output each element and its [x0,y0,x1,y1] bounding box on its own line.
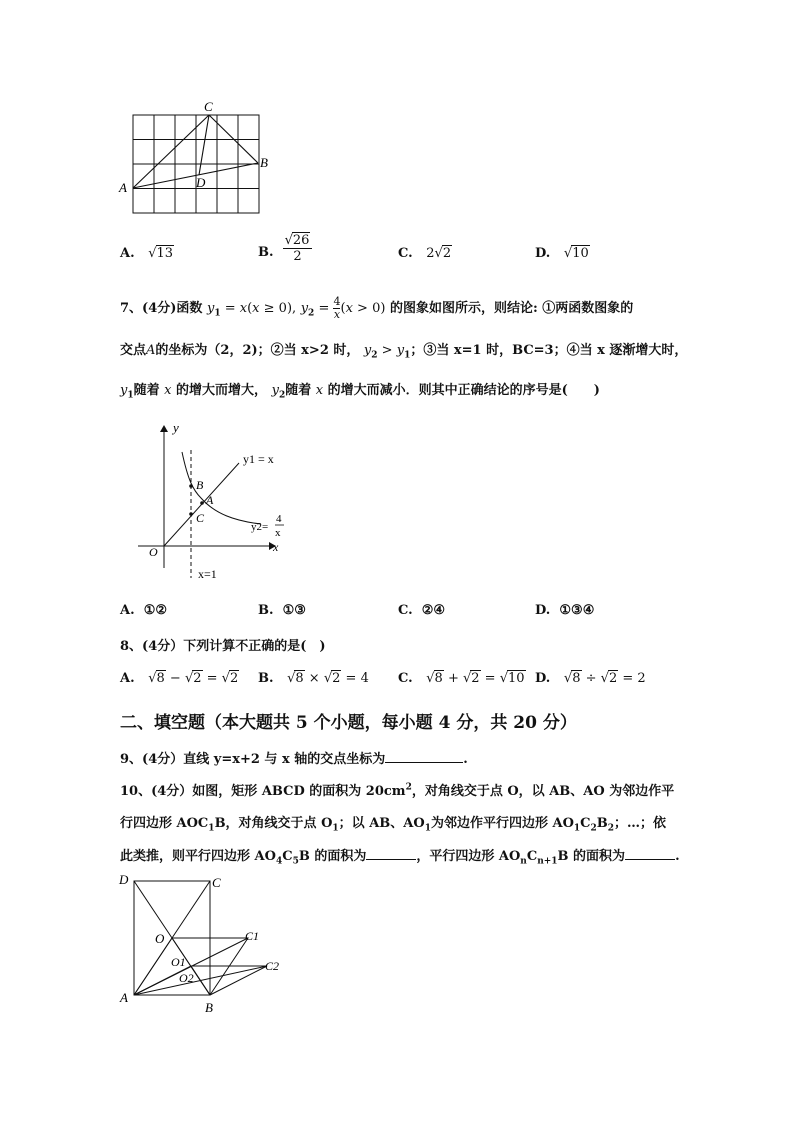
q8-option-d[interactable]: D. √8 ÷ √2 = 2 [535,671,646,686]
q9-question: 9、(4分）直线 y=x+2 与 x 轴的交点坐标为 . [120,752,468,767]
q8-option-a[interactable]: A. √8 − √2 = √2 [120,671,239,686]
label-x1: x=1 [198,567,217,581]
label-b: B [260,155,268,170]
label-o1: O1 [171,955,186,969]
q6-option-c[interactable]: C. 2√2 [398,246,452,261]
q7-line-3: $y_1$随着 x 的增大而增大， $y_2$随着 x 的增大而减小．则其中正确结论的序号是( ) [120,383,600,401]
q10-line-1: 10、(4分）如图，矩形 ABCD 的面积为 $20cm^2$，对角线交于点 O，以 AB、AO 为邻边作平 [120,782,675,799]
q7-function-graph [135,418,305,588]
label-c1: C1 [245,929,260,943]
q7-option-c[interactable]: C. ②④ [398,603,446,618]
label-b: B [196,478,204,492]
point-b [189,484,193,488]
q7-option-a[interactable]: A. ①② [120,603,167,618]
q8-option-c[interactable]: C. √8 + √2 = √10 [398,671,525,686]
q10-parallelogram-figure [115,870,290,1020]
label-d: D [119,872,129,887]
label-c: C [204,99,213,114]
label-c2: C2 [265,959,280,973]
q7-option-d[interactable]: D. ①③④ [535,603,595,618]
q9-blank[interactable] [385,762,463,763]
q6-option-b[interactable]: B. $\frac{√26}{2}$ [258,232,312,264]
label-c: C [212,875,221,890]
label-o: O [149,545,158,559]
q6-option-a[interactable]: A. √13 [120,246,174,261]
q10-line-2: 行四边形 $AOC_1B$，对角线交于点 $O_1$；以 AB、$AO_1$为邻边作平行四边形 $AO_1C_2B_2$；…；依 [120,816,667,834]
label-d: D [196,175,206,190]
label-b: B [205,1000,213,1015]
label-y1: y1 = x [243,452,274,466]
point-a [200,501,204,505]
grid-triangle-figure [115,95,280,220]
grid-lines [133,115,259,213]
label-x: x [273,540,279,554]
q8-question: 8、(4分）下列计算不正确的是( ) [120,639,326,654]
point-c [189,512,193,516]
label-o2: O2 [179,971,194,985]
q7-line-2: 交点A的坐标为（2，2)；②当 x>2 时， $y_2 > y_1$；③当 x=1 时，BC=3；④当 x 逐渐增大时， [120,343,688,361]
q6-option-d[interactable]: D. √10 [535,246,589,261]
q7-line-1: 7、(4分)函数 $y_1 = x(x \ge 0)$, $y_2$ = $\frac{4}{x}$ (x > 0) 的图象如图所示，则结论: ①两函数图象的 [120,295,634,321]
q10-line-3: 此类推，则平行四边形 $AO_4C_5B$ 的面积为 ，平行四边形 $AO_nC_{n+1}B$ 的面积为 . [120,849,680,867]
label-a: A [119,180,127,195]
section-2-title: 二、填空题（本大题共 5 个小题，每小题 4 分，共 20 分） [120,713,577,733]
label-c: C [196,511,205,525]
label-o: O [155,931,165,946]
label-y2-den: x [275,527,281,539]
label-y2: y2= [251,521,269,533]
label-a: A [120,990,128,1005]
q7-option-b[interactable]: B. ①③ [258,603,306,618]
q10-blank-2[interactable] [625,859,675,860]
q8-option-b[interactable]: B. √8 × √2 = 4 [258,671,369,686]
label-y: y [173,420,179,435]
q10-blank-1[interactable] [366,859,416,860]
label-a: A [206,493,214,507]
label-y2-num: 4 [276,513,282,525]
